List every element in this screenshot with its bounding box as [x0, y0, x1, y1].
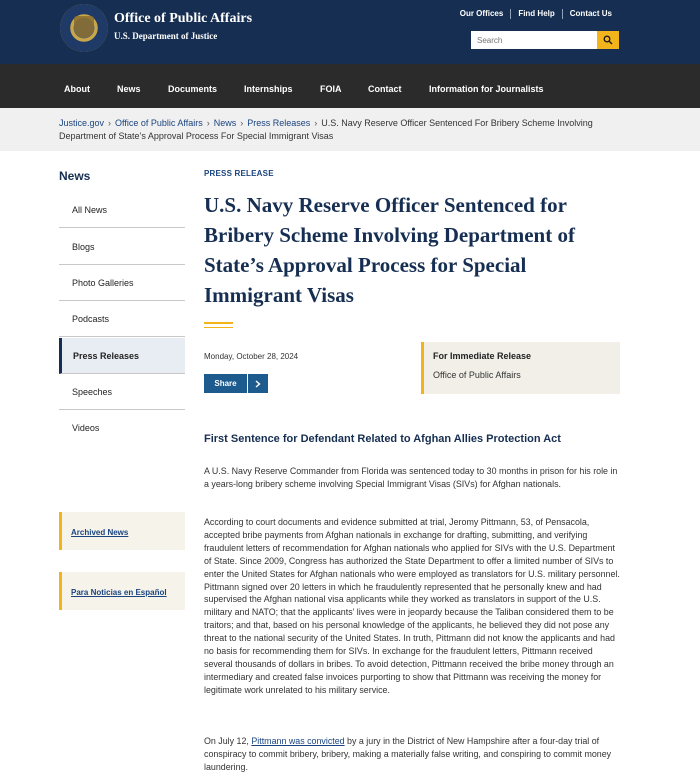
paragraph-text: On July 12, [204, 736, 252, 746]
article-paragraph [204, 735, 620, 774]
breadcrumb [59, 117, 619, 142]
spanish-news-box [59, 572, 185, 610]
publish-date: Monday, October 28, 2024 [204, 352, 299, 361]
press-release-kicker: PRESS RELEASE [204, 169, 274, 178]
chevron-right-icon: › [314, 118, 318, 128]
sidebar-item-speeches[interactable] [59, 374, 185, 410]
article-subheading: First Sentence for Defendant Related to Afghan Allies Protection Act [204, 433, 561, 445]
nav-contact[interactable]: Contact [368, 84, 402, 94]
release-info-box [421, 342, 620, 394]
breadcrumb-press-releases[interactable]: Press Releases [247, 118, 311, 128]
search-icon [603, 35, 613, 45]
chevron-right-icon: › [206, 118, 210, 128]
sidebar-item-videos[interactable] [59, 410, 185, 446]
sidebar-item-label: Videos [72, 423, 100, 433]
main-nav [0, 64, 700, 108]
site-title[interactable]: Office of Public Affairs [114, 11, 253, 26]
nav-foia[interactable]: FOIA [320, 84, 342, 94]
sidebar-item-label: Photo Galleries [72, 277, 134, 288]
sidebar-item-blogs[interactable] [59, 229, 185, 265]
nav-documents[interactable]: Documents [168, 84, 218, 94]
nav-internships[interactable]: Internships [244, 84, 293, 94]
sidebar-item-press-releases[interactable] [59, 338, 185, 374]
article-paragraph: According to court documents and evidence submitted at trial, Jeromy Pittmann, 53, of Pensacola, accepted bribe payments from Afghan nationals in exchange for drafting, submitting, and verifying fraudulent letters of recommendation for Afghan nationals who applied for SIVs with the U.S. Department of State. Since 2009, Congress has authorized the State Department to offer a limited number of SIVs to enter the United States for Afghan nationals who were employed as translators for U.S. military personnel. Pittmann signed over 20 letters in which he fraudulently represented that he personally knew and had supervised the Afghan national visa applicants while they worked as translators in support of the U.S. military and NATO; that the applicants’ lives were in jeopardy because the Taliban considered them to be traitors; and that, based on his personal knowledge of the applicants, he believed they did not pose any threat to the national security of the United States. In truth, Pittmann did not know the applicants and had no basis for recommending them for SIVs. In exchange for the fraudulent letters, Pittmann received several thousands of dollars in bribes. To avoid detection, Pittmann received the bribe money through an intermediary and created false invoices purporting to show that Pittmann was receiving the money for legitimate work unrelated to his military service. [204, 517, 620, 695]
share-label: Share [214, 379, 237, 388]
sidebar-item-label: Podcasts [72, 313, 110, 324]
site-header [0, 0, 700, 64]
doj-seal-icon[interactable] [60, 4, 108, 52]
release-label: For Immediate Release [433, 351, 532, 361]
breadcrumb-office-of-public-affairs[interactable]: Office of Public Affairs [115, 118, 203, 128]
sidebar-item-all-news[interactable] [59, 192, 185, 228]
search-input[interactable] [471, 31, 597, 49]
site-subtitle[interactable]: U.S. Department of Justice [114, 31, 218, 41]
page-title: U.S. Navy Reserve Officer Sentenced for Bribery Scheme Involving Department of State’s Approval Process for Special Immigrant Visas [204, 193, 575, 307]
spanish-news-link[interactable]: Para Noticias en Español [71, 588, 167, 597]
divider [204, 327, 233, 328]
chevron-right-icon: › [240, 118, 244, 128]
nav-news[interactable]: News [117, 84, 141, 94]
paragraph-text: by a jury in the District of New Hampshire after a four-day trial of conspiracy to commit bribery, bribery, making a materially false writing, and conspiring to commit money laundering. [204, 736, 612, 772]
breadcrumb-bar [0, 108, 700, 151]
sidebar-item-podcasts[interactable] [59, 301, 185, 337]
nav-about[interactable]: About [64, 84, 90, 94]
utility-links [453, 9, 619, 19]
breadcrumb-news[interactable]: News [213, 118, 237, 128]
find-help-link[interactable]: Find Help [518, 9, 555, 18]
sidebar-item-label: Speeches [72, 386, 113, 397]
divider [204, 322, 233, 324]
share-button[interactable] [204, 374, 268, 393]
breadcrumb-justice-gov[interactable]: Justice.gov [59, 118, 105, 128]
sidebar-item-label: Press Releases [73, 350, 140, 361]
our-offices-link[interactable]: Our Offices [459, 9, 504, 18]
sidebar-item-label: All News [72, 204, 108, 215]
pittmann-convicted-link[interactable]: Pittmann was convicted [251, 736, 345, 746]
contact-us-link[interactable]: Contact Us [569, 9, 612, 18]
nav-information-for-journalists[interactable]: Information for Journalists [429, 84, 544, 94]
search-button[interactable] [597, 31, 619, 49]
release-office: Office of Public Affairs [433, 370, 521, 380]
breadcrumb-current: U.S. Navy Reserve Officer Sentenced For Bribery Scheme Involving Department of State’s Approval Process For Special Immigrant Visas [59, 118, 593, 141]
sidebar-heading: News [59, 169, 91, 183]
archived-news-link[interactable]: Archived News [71, 528, 129, 537]
chevron-right-icon [247, 374, 268, 393]
archived-news-box [59, 512, 185, 550]
sidebar-item-label: Blogs [72, 241, 95, 252]
sidebar-item-photo-galleries[interactable] [59, 265, 185, 301]
chevron-right-icon: › [108, 118, 112, 128]
article-paragraph: A U.S. Navy Reserve Commander from Florida was sentenced today to 30 months in prison for his role in a years-long bribery scheme involving Special Immigrant Visas (SIVs) for Afghan nationals. [204, 466, 618, 489]
